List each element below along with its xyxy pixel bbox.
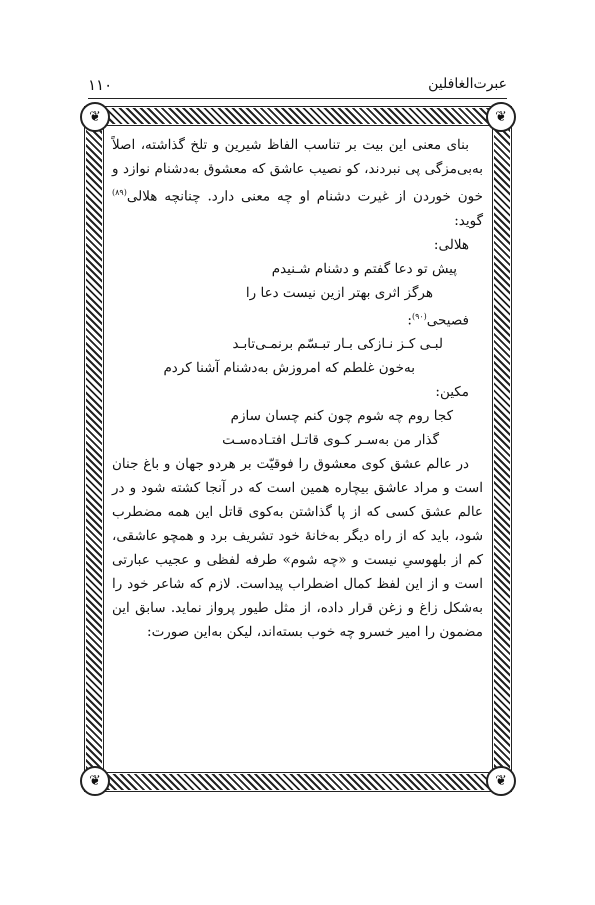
running-header xyxy=(88,76,507,98)
footnote-ref: (۸۹) xyxy=(112,188,127,197)
verse-line: پیش تو دعا گفتم و دشنام شـنیدم xyxy=(271,260,457,277)
poet-label: فصیحی$^{(۹۰)}$: xyxy=(407,311,469,328)
poet-label: هلالی: xyxy=(433,236,469,253)
poet-label: مکین: xyxy=(435,384,469,400)
book-title: عبرت‌الغافلین xyxy=(428,76,507,92)
corner-ornament-icon: ❦ xyxy=(486,766,516,796)
corner-ornament-icon: ❦ xyxy=(80,766,110,796)
header-rule xyxy=(88,98,507,99)
verse-line: گذار من به‌سـر کـوی قاتـل افتـاده‌سـت xyxy=(222,432,439,448)
page-body xyxy=(112,133,483,644)
corner-ornament-icon: ❦ xyxy=(80,102,110,132)
corner-ornament-icon: ❦ xyxy=(486,102,516,132)
verse-line: لبـی کـز نـازکی بـار تبـسّم برنمـی‌تابـد xyxy=(232,336,443,352)
verse-line: کجا روم چه شوم چون کنم چسان سازم xyxy=(230,408,453,424)
verse-line: هرگز اثری بهتر ازین نیست دعا را xyxy=(245,284,433,301)
page-number: ۱۱۰ xyxy=(88,76,113,94)
footnote-ref: (۹۰) xyxy=(411,311,427,321)
verse-line: به‌خون غلطم که امروزش به‌دشنام آشنا کردم xyxy=(163,360,415,376)
paragraph-2: در عالم عشق کوی معشوق را فوقیّت بر هردو جهان و باغ جنان است و مراد عاشق بیچاره همین است که در آنجا کشته شود و در عالم عشق کسی که از پا گذاشتن به‌کوی قاتل این همه مضطرب شود، باید که از راه دیگر به‌خانهٔ خود تشریف برد و همچو عاشقی، کم از بلهوسیِ نیست و «چه شوم» طرفه لفظی و عجیب عبارتی است و از این لفظ کمال اضطراب پیداست. لازم که شاعر خود را به‌شکل زاغ و زغن قرار داده، از مثل طیور پرواز نماید. سابق این مضمون را امیر خسرو چه خوب بسته‌اند، لیکن به‌این صورت: xyxy=(112,456,483,640)
paragraph-1: بنای معنی این بیت بر تناسب الفاظ شیرین و تلخ گذاشته، اصلاً به‌بی‌مزگی پی نبردند، کو نصیب عاشق که معشوق به‌دشنام نوازد و خون خوردن از غیرت دشنام او چه معنی دارد. چنانچه هلالی$^{(۸۹)}$ گوید: xyxy=(112,137,483,229)
